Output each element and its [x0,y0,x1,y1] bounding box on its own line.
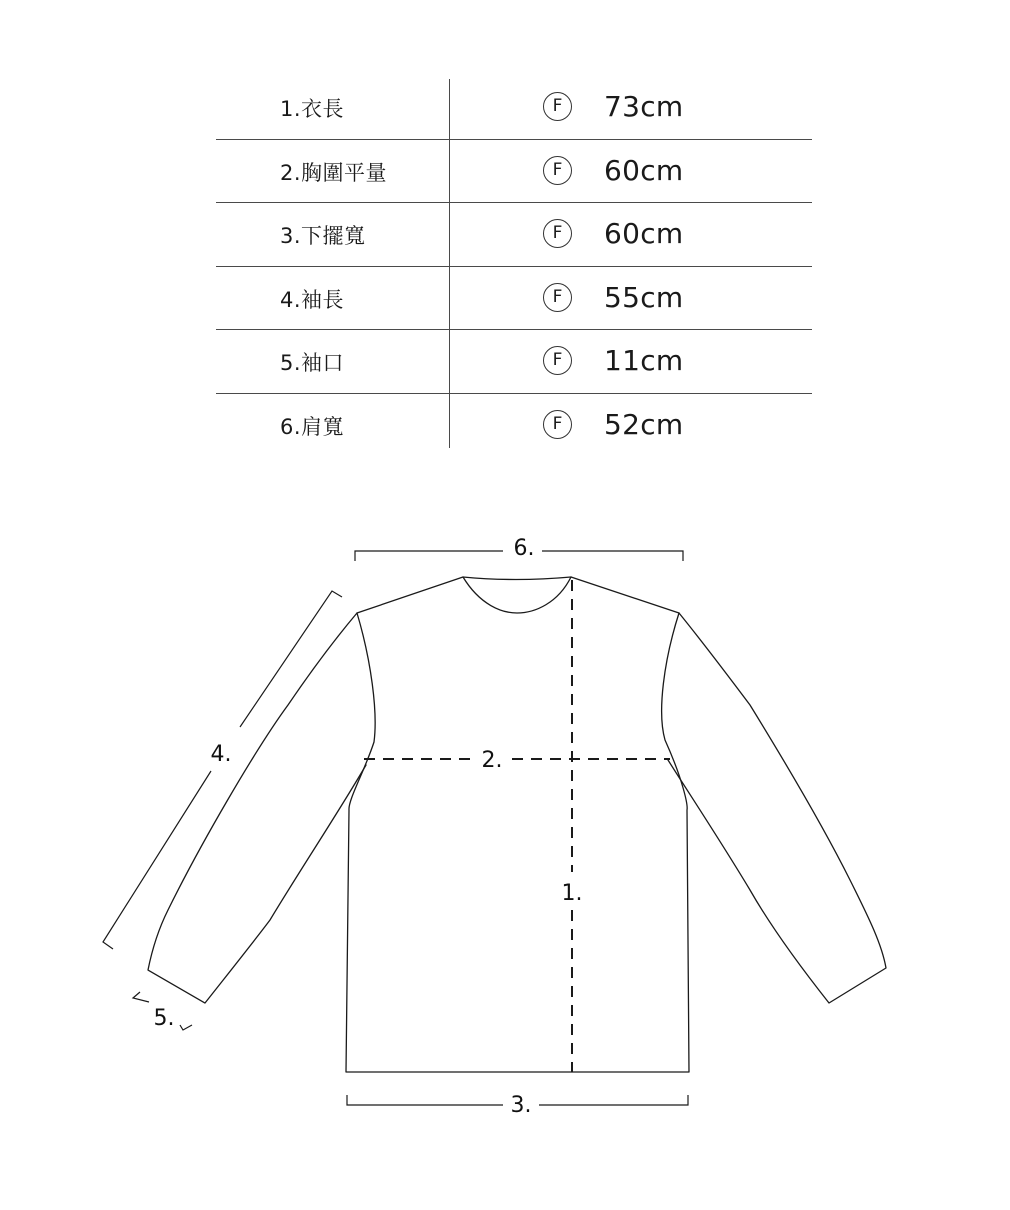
row-value: 60cm [604,153,684,187]
row-value: 73cm [604,90,684,123]
size-f-badge: F [543,219,572,248]
row-label: 6.肩寬 [280,414,345,439]
row-value: 11cm [604,344,684,377]
right-sleeve-outline [668,613,886,1003]
cuff-marker: 5. [153,1006,175,1031]
size-f-badge: F [543,156,572,185]
shoulder-marker: 6. [513,536,535,561]
size-f-badge: F [543,92,572,121]
sleeve-length-marker: 4. [210,742,232,767]
row-value: 60cm [604,217,684,250]
row-label: 2.胸圍平量 [280,160,388,185]
row-label: 1.衣長 [280,97,345,121]
row-value: 52cm [604,407,684,441]
hem-marker: 3. [510,1093,532,1118]
row-label: 5.袖口 [280,351,345,375]
size-f-badge: F [543,283,572,312]
neckline [463,577,571,613]
length-marker: 1. [561,881,583,906]
row-value: 55cm [604,280,684,314]
row-label: 3.下擺寬 [280,224,366,248]
row-label: 4.袖長 [280,287,345,312]
left-sleeve-outline [148,613,366,1003]
sleeve-length-guide [103,591,342,949]
size-f-badge: F [543,410,572,439]
garment-body-outline [346,577,689,1072]
chest-marker: 2. [481,748,503,773]
size-f-badge: F [543,346,572,375]
